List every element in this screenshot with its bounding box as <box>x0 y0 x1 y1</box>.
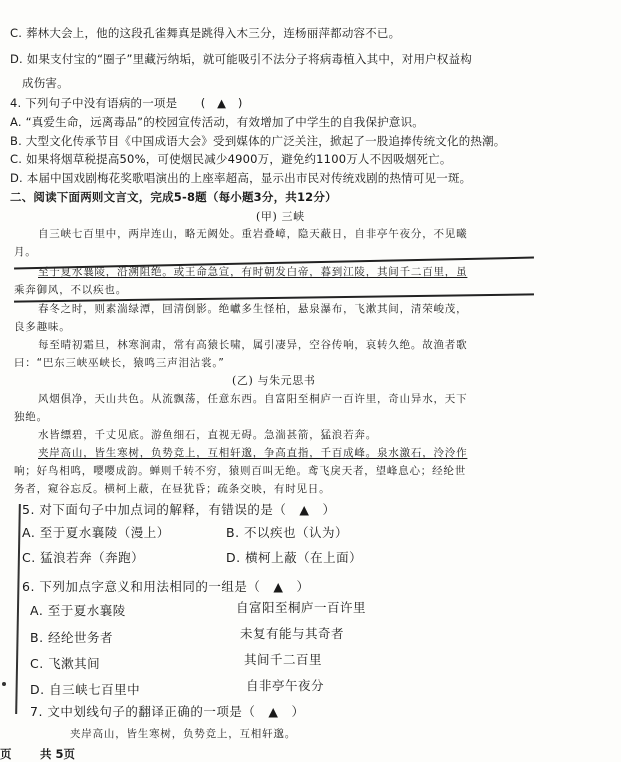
margin-dot <box>2 682 6 686</box>
passage-jia-line: 每至晴初霜旦，林寒涧肃，常有高猿长啸，属引凄异，空谷传响，哀转久绝。故渔者歌 <box>38 339 468 351</box>
passage-jia-line: 至于夏水襄陵，沿溯阻绝。或王命急宣，有时朝发白帝，暮到江陵，其间千二百里，虽 <box>38 266 468 278</box>
q5-stem: 5. 对下面句子中加点词的解释，有错误的是（ ▲ ） <box>22 502 336 517</box>
passage-yi-line: 务者，窥谷忘反。横柯上蔽，在昼犹昏；疏条交映，有时见日。 <box>14 483 331 495</box>
q4-option-c: C. 如果将烟草税提高50%，可使烟民减少4900万，避免约1100万人不因吸烟死亡。 <box>10 152 452 166</box>
q6-option-b-left: B. 经纶世务者 <box>30 630 114 645</box>
passage-jia-line: 乘奔御风，不以疾也。 <box>14 284 127 296</box>
q5-option-a: A. 至于夏水襄陵（漫上） <box>22 525 170 540</box>
q4-option-d: D. 本届中国戏剧梅花奖歌唱演出的上座率超高，显示出市民对传统戏剧的热情可见一斑。 <box>10 171 472 185</box>
q6-option-d-left: D. 自三峡七百里中 <box>30 682 141 697</box>
q7-quote: 夹岸高山，皆生寒树，负势竞上，互相轩邈。 <box>70 728 296 740</box>
option-d-top-cont: 成伤害。 <box>22 76 69 90</box>
q7-stem: 7. 文中划线句子的翻译正确的一项是（ ▲ ） <box>30 704 305 719</box>
q6-option-c-right: 其间千二百里 <box>244 652 323 667</box>
passage-jia-title: (甲) 三峡 <box>256 210 305 223</box>
q5-option-b: B. 不以疾也（认为） <box>226 525 349 540</box>
q4-option-a: A. “真爱生命，远离毒品”的校园宣传活动，有效增加了中学生的自我保护意识。 <box>10 115 424 129</box>
passage-jia-line: 自三峡七百里中，两岸连山，略无阙处。重岩叠嶂，隐天蔽日，自非亭午夜分，不见曦 <box>38 228 468 240</box>
section-2-heading: 二、阅读下面两则文言文，完成5-8题（每小题3分，共12分） <box>10 190 337 204</box>
option-c-top: C. 葬林大会上，他的这段孔雀舞真是跳得入木三分，连杨丽萍都动容不已。 <box>10 26 401 40</box>
passage-jia-line: 月。 <box>14 246 37 258</box>
q6-option-b-right: 未复有能与其奇者 <box>240 626 345 641</box>
q4-stem: 4. 下列句子中没有语病的一项是 ( ▲ ) <box>10 96 243 110</box>
passage-yi-line: 风烟俱净，天山共色。从流飘荡，任意东西。自富阳至桐庐一百许里，奇山异水，天下 <box>38 393 468 405</box>
q6-option-d-right: 自非亭午夜分 <box>246 678 325 693</box>
margin-line <box>15 504 20 714</box>
passage-yi-title: (乙) 与朱元思书 <box>232 374 316 387</box>
q6-option-a-left: A. 至于夏水襄陵 <box>30 603 126 618</box>
passage-yi-line: 夹岸高山，皆生寒树，负势竞上，互相轩邈，争高直指，千百成峰。泉水激石，泠泠作 <box>38 447 468 459</box>
footer-page: 页 <box>0 747 12 761</box>
q6-option-c-left: C. 飞漱其间 <box>30 656 101 671</box>
q6-option-a-right: 自富阳至桐庐一百许里 <box>236 600 367 615</box>
q5-option-c: C. 猛浪若奔（奔跑） <box>22 550 145 565</box>
passage-jia-line: 良多趣味。 <box>14 321 71 333</box>
option-d-top: D. 如果支付宝的“圈子”里藏污纳垢，就可能吸引不法分子将病毒植入其中，对用户权益构 <box>10 52 472 66</box>
q5-option-d: D. 横柯上蔽（在上面） <box>226 550 363 565</box>
passage-jia-line: 曰：“巴东三峡巫峡长，猿鸣三声泪沾裳。” <box>14 357 225 369</box>
passage-jia-line: 春冬之时，则素湍绿潭，回清倒影。绝巘多生怪柏，悬泉瀑布，飞漱其间，清荣峻茂， <box>38 303 468 315</box>
passage-yi-line: 响；好鸟相鸣，嘤嘤成韵。蝉则千转不穷，猿则百叫无绝。鸢飞戾天者，望峰息心；经纶世 <box>14 465 466 477</box>
footer-total-pages: 共 5页 <box>40 747 76 761</box>
passage-yi-line: 独绝。 <box>14 411 48 423</box>
passage-yi-line: 水皆缥碧，千丈见底。游鱼细石，直视无碍。急湍甚箭，猛浪若奔。 <box>38 429 377 441</box>
q4-option-b: B. 大型文化传承节目《中国成语大会》受到媒体的广泛关注，掀起了一股追捧传统文化的热潮。 <box>10 134 506 148</box>
q6-stem: 6. 下列加点字意义和用法相同的一组是（ ▲ ） <box>22 579 310 594</box>
